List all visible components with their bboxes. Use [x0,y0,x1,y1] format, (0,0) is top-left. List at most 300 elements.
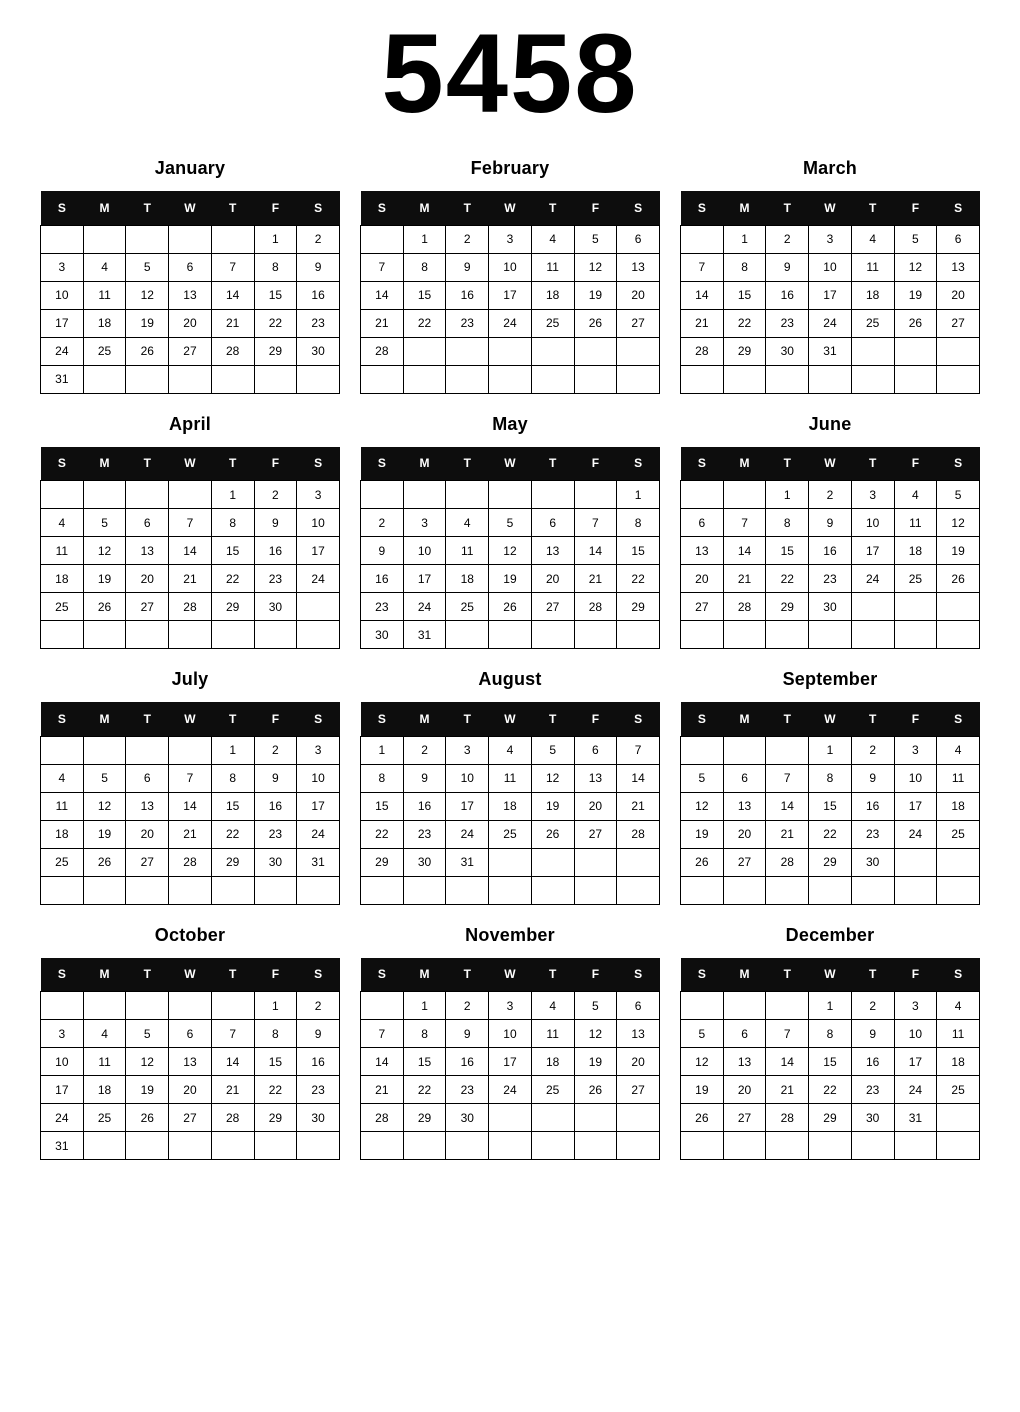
day-cell[interactable]: 25 [446,593,489,621]
day-cell[interactable]: 17 [851,537,894,565]
day-cell[interactable]: 31 [41,365,84,393]
day-cell[interactable]: 13 [681,537,724,565]
day-cell[interactable]: 7 [169,509,212,537]
day-cell[interactable]: 12 [681,1048,724,1076]
day-cell[interactable]: 1 [211,736,254,764]
day-cell[interactable]: 17 [41,1076,84,1104]
day-cell[interactable]: 14 [617,764,660,792]
day-cell[interactable]: 30 [766,337,809,365]
day-cell[interactable]: 31 [894,1104,937,1132]
day-cell[interactable]: 13 [126,537,169,565]
day-cell[interactable]: 3 [403,509,446,537]
day-cell[interactable]: 9 [297,1020,340,1048]
day-cell[interactable]: 8 [211,764,254,792]
day-cell[interactable]: 12 [937,509,980,537]
day-cell[interactable]: 9 [446,1020,489,1048]
day-cell[interactable]: 23 [851,1076,894,1104]
day-cell[interactable]: 8 [254,253,297,281]
day-cell[interactable]: 20 [681,565,724,593]
day-cell[interactable]: 14 [766,1048,809,1076]
day-cell[interactable]: 11 [83,281,126,309]
day-cell[interactable]: 17 [446,792,489,820]
day-cell[interactable]: 3 [894,736,937,764]
day-cell[interactable]: 1 [254,225,297,253]
day-cell[interactable]: 25 [41,848,84,876]
day-cell[interactable]: 5 [126,253,169,281]
day-cell[interactable]: 31 [41,1132,84,1160]
day-cell[interactable]: 23 [809,565,852,593]
day-cell[interactable]: 1 [723,225,766,253]
day-cell[interactable]: 8 [254,1020,297,1048]
day-cell[interactable]: 26 [574,309,617,337]
day-cell[interactable]: 23 [766,309,809,337]
day-cell[interactable]: 5 [83,509,126,537]
day-cell[interactable]: 27 [531,593,574,621]
day-cell[interactable]: 25 [83,1104,126,1132]
day-cell[interactable]: 20 [723,820,766,848]
day-cell[interactable]: 21 [766,820,809,848]
day-cell[interactable]: 4 [937,992,980,1020]
day-cell[interactable]: 4 [41,764,84,792]
day-cell[interactable]: 23 [297,1076,340,1104]
day-cell[interactable]: 17 [403,565,446,593]
day-cell[interactable]: 10 [894,1020,937,1048]
day-cell[interactable]: 9 [297,253,340,281]
day-cell[interactable]: 17 [489,281,532,309]
day-cell[interactable]: 23 [851,820,894,848]
day-cell[interactable]: 18 [851,281,894,309]
day-cell[interactable]: 23 [446,309,489,337]
day-cell[interactable]: 30 [403,848,446,876]
day-cell[interactable]: 18 [937,1048,980,1076]
day-cell[interactable]: 8 [403,1020,446,1048]
day-cell[interactable]: 19 [681,1076,724,1104]
day-cell[interactable]: 8 [211,509,254,537]
day-cell[interactable]: 13 [723,1048,766,1076]
day-cell[interactable]: 15 [403,281,446,309]
day-cell[interactable]: 10 [446,764,489,792]
day-cell[interactable]: 7 [361,1020,404,1048]
day-cell[interactable]: 15 [723,281,766,309]
day-cell[interactable]: 7 [766,764,809,792]
day-cell[interactable]: 23 [254,565,297,593]
day-cell[interactable]: 2 [361,509,404,537]
day-cell[interactable]: 11 [851,253,894,281]
day-cell[interactable]: 20 [169,309,212,337]
day-cell[interactable]: 4 [531,992,574,1020]
day-cell[interactable]: 2 [297,992,340,1020]
day-cell[interactable]: 20 [126,820,169,848]
day-cell[interactable]: 6 [617,992,660,1020]
day-cell[interactable]: 24 [41,1104,84,1132]
day-cell[interactable]: 19 [574,1048,617,1076]
day-cell[interactable]: 30 [297,337,340,365]
day-cell[interactable]: 8 [361,764,404,792]
day-cell[interactable]: 17 [894,1048,937,1076]
day-cell[interactable]: 29 [254,337,297,365]
day-cell[interactable]: 26 [126,337,169,365]
day-cell[interactable]: 14 [169,537,212,565]
day-cell[interactable]: 23 [446,1076,489,1104]
day-cell[interactable]: 1 [617,481,660,509]
day-cell[interactable]: 27 [574,820,617,848]
day-cell[interactable]: 6 [723,1020,766,1048]
day-cell[interactable]: 4 [83,253,126,281]
day-cell[interactable]: 11 [489,764,532,792]
day-cell[interactable]: 10 [41,1048,84,1076]
day-cell[interactable]: 19 [531,792,574,820]
day-cell[interactable]: 27 [937,309,980,337]
day-cell[interactable]: 21 [169,820,212,848]
day-cell[interactable]: 3 [41,1020,84,1048]
day-cell[interactable]: 18 [489,792,532,820]
day-cell[interactable]: 14 [723,537,766,565]
day-cell[interactable]: 2 [254,736,297,764]
day-cell[interactable]: 16 [403,792,446,820]
day-cell[interactable]: 2 [254,481,297,509]
day-cell[interactable]: 24 [894,1076,937,1104]
day-cell[interactable]: 18 [83,1076,126,1104]
day-cell[interactable]: 17 [41,309,84,337]
day-cell[interactable]: 26 [937,565,980,593]
day-cell[interactable]: 12 [83,537,126,565]
day-cell[interactable]: 4 [41,509,84,537]
day-cell[interactable]: 27 [681,593,724,621]
day-cell[interactable]: 8 [809,764,852,792]
day-cell[interactable]: 5 [681,764,724,792]
day-cell[interactable]: 15 [254,281,297,309]
day-cell[interactable]: 13 [169,1048,212,1076]
day-cell[interactable]: 29 [254,1104,297,1132]
day-cell[interactable]: 8 [766,509,809,537]
day-cell[interactable]: 25 [531,1076,574,1104]
day-cell[interactable]: 5 [894,225,937,253]
day-cell[interactable]: 8 [809,1020,852,1048]
day-cell[interactable]: 22 [361,820,404,848]
day-cell[interactable]: 18 [937,792,980,820]
day-cell[interactable]: 28 [723,593,766,621]
day-cell[interactable]: 14 [211,1048,254,1076]
day-cell[interactable]: 26 [126,1104,169,1132]
day-cell[interactable]: 22 [766,565,809,593]
day-cell[interactable]: 7 [723,509,766,537]
day-cell[interactable]: 19 [83,820,126,848]
day-cell[interactable]: 10 [297,509,340,537]
day-cell[interactable]: 17 [894,792,937,820]
day-cell[interactable]: 27 [169,337,212,365]
day-cell[interactable]: 14 [574,537,617,565]
day-cell[interactable]: 13 [169,281,212,309]
day-cell[interactable]: 23 [403,820,446,848]
day-cell[interactable]: 13 [617,253,660,281]
day-cell[interactable]: 19 [894,281,937,309]
day-cell[interactable]: 26 [83,593,126,621]
day-cell[interactable]: 9 [446,253,489,281]
day-cell[interactable]: 8 [723,253,766,281]
day-cell[interactable]: 20 [574,792,617,820]
day-cell[interactable]: 21 [574,565,617,593]
day-cell[interactable]: 18 [41,565,84,593]
day-cell[interactable]: 19 [126,1076,169,1104]
day-cell[interactable]: 29 [361,848,404,876]
day-cell[interactable]: 26 [681,848,724,876]
day-cell[interactable]: 16 [361,565,404,593]
day-cell[interactable]: 15 [211,792,254,820]
day-cell[interactable]: 16 [446,1048,489,1076]
day-cell[interactable]: 16 [297,281,340,309]
day-cell[interactable]: 24 [41,337,84,365]
day-cell[interactable]: 20 [937,281,980,309]
day-cell[interactable]: 13 [617,1020,660,1048]
day-cell[interactable]: 26 [894,309,937,337]
day-cell[interactable]: 29 [403,1104,446,1132]
day-cell[interactable]: 22 [254,1076,297,1104]
day-cell[interactable]: 31 [446,848,489,876]
day-cell[interactable]: 15 [617,537,660,565]
day-cell[interactable]: 8 [403,253,446,281]
day-cell[interactable]: 31 [809,337,852,365]
day-cell[interactable]: 16 [254,792,297,820]
day-cell[interactable]: 9 [766,253,809,281]
day-cell[interactable]: 6 [169,1020,212,1048]
day-cell[interactable]: 8 [617,509,660,537]
day-cell[interactable]: 10 [809,253,852,281]
day-cell[interactable]: 3 [489,225,532,253]
day-cell[interactable]: 19 [574,281,617,309]
day-cell[interactable]: 22 [211,820,254,848]
day-cell[interactable]: 22 [254,309,297,337]
day-cell[interactable]: 20 [617,1048,660,1076]
day-cell[interactable]: 22 [809,820,852,848]
day-cell[interactable]: 1 [766,481,809,509]
day-cell[interactable]: 2 [403,736,446,764]
day-cell[interactable]: 11 [937,764,980,792]
day-cell[interactable]: 22 [211,565,254,593]
day-cell[interactable]: 22 [403,1076,446,1104]
day-cell[interactable]: 10 [297,764,340,792]
day-cell[interactable]: 28 [211,1104,254,1132]
day-cell[interactable]: 12 [83,792,126,820]
day-cell[interactable]: 11 [41,537,84,565]
day-cell[interactable]: 4 [446,509,489,537]
day-cell[interactable]: 30 [851,848,894,876]
day-cell[interactable]: 29 [723,337,766,365]
day-cell[interactable]: 27 [617,309,660,337]
day-cell[interactable]: 28 [211,337,254,365]
day-cell[interactable]: 6 [574,736,617,764]
day-cell[interactable]: 27 [617,1076,660,1104]
day-cell[interactable]: 6 [169,253,212,281]
day-cell[interactable]: 21 [361,1076,404,1104]
day-cell[interactable]: 5 [937,481,980,509]
day-cell[interactable]: 20 [126,565,169,593]
day-cell[interactable]: 14 [681,281,724,309]
day-cell[interactable]: 25 [489,820,532,848]
day-cell[interactable]: 18 [83,309,126,337]
day-cell[interactable]: 11 [531,253,574,281]
day-cell[interactable]: 17 [809,281,852,309]
day-cell[interactable]: 30 [361,621,404,649]
day-cell[interactable]: 14 [766,792,809,820]
day-cell[interactable]: 23 [297,309,340,337]
day-cell[interactable]: 4 [851,225,894,253]
day-cell[interactable]: 28 [617,820,660,848]
day-cell[interactable]: 15 [403,1048,446,1076]
day-cell[interactable]: 25 [41,593,84,621]
day-cell[interactable]: 14 [169,792,212,820]
day-cell[interactable]: 24 [403,593,446,621]
day-cell[interactable]: 23 [361,593,404,621]
day-cell[interactable]: 26 [489,593,532,621]
day-cell[interactable]: 7 [211,1020,254,1048]
day-cell[interactable]: 11 [531,1020,574,1048]
day-cell[interactable]: 25 [937,820,980,848]
day-cell[interactable]: 6 [126,509,169,537]
day-cell[interactable]: 27 [723,1104,766,1132]
day-cell[interactable]: 10 [41,281,84,309]
day-cell[interactable]: 7 [617,736,660,764]
day-cell[interactable]: 16 [446,281,489,309]
day-cell[interactable]: 24 [851,565,894,593]
day-cell[interactable]: 13 [723,792,766,820]
day-cell[interactable]: 20 [617,281,660,309]
day-cell[interactable]: 20 [531,565,574,593]
day-cell[interactable]: 21 [169,565,212,593]
day-cell[interactable]: 17 [297,537,340,565]
day-cell[interactable]: 2 [446,992,489,1020]
day-cell[interactable]: 6 [126,764,169,792]
day-cell[interactable]: 25 [894,565,937,593]
day-cell[interactable]: 29 [211,593,254,621]
day-cell[interactable]: 18 [446,565,489,593]
day-cell[interactable]: 19 [681,820,724,848]
day-cell[interactable]: 13 [126,792,169,820]
day-cell[interactable]: 12 [126,281,169,309]
day-cell[interactable]: 6 [681,509,724,537]
day-cell[interactable]: 5 [531,736,574,764]
day-cell[interactable]: 11 [446,537,489,565]
day-cell[interactable]: 26 [574,1076,617,1104]
day-cell[interactable]: 18 [531,1048,574,1076]
day-cell[interactable]: 20 [169,1076,212,1104]
day-cell[interactable]: 7 [766,1020,809,1048]
day-cell[interactable]: 1 [809,736,852,764]
day-cell[interactable]: 4 [894,481,937,509]
day-cell[interactable]: 9 [254,509,297,537]
day-cell[interactable]: 7 [361,253,404,281]
day-cell[interactable]: 4 [531,225,574,253]
day-cell[interactable]: 28 [169,593,212,621]
day-cell[interactable]: 30 [446,1104,489,1132]
day-cell[interactable]: 22 [723,309,766,337]
day-cell[interactable]: 10 [403,537,446,565]
day-cell[interactable]: 30 [254,593,297,621]
day-cell[interactable]: 16 [851,1048,894,1076]
day-cell[interactable]: 26 [83,848,126,876]
day-cell[interactable]: 30 [297,1104,340,1132]
day-cell[interactable]: 31 [403,621,446,649]
day-cell[interactable]: 19 [126,309,169,337]
day-cell[interactable]: 12 [574,1020,617,1048]
day-cell[interactable]: 29 [809,1104,852,1132]
day-cell[interactable]: 28 [681,337,724,365]
day-cell[interactable]: 29 [766,593,809,621]
day-cell[interactable]: 1 [361,736,404,764]
day-cell[interactable]: 9 [851,764,894,792]
day-cell[interactable]: 22 [809,1076,852,1104]
day-cell[interactable]: 12 [894,253,937,281]
day-cell[interactable]: 4 [937,736,980,764]
day-cell[interactable]: 16 [851,792,894,820]
day-cell[interactable]: 7 [211,253,254,281]
day-cell[interactable]: 9 [361,537,404,565]
day-cell[interactable]: 3 [809,225,852,253]
day-cell[interactable]: 3 [297,736,340,764]
day-cell[interactable]: 27 [126,848,169,876]
day-cell[interactable]: 1 [403,225,446,253]
day-cell[interactable]: 21 [211,1076,254,1104]
day-cell[interactable]: 17 [489,1048,532,1076]
day-cell[interactable]: 16 [809,537,852,565]
day-cell[interactable]: 1 [809,992,852,1020]
day-cell[interactable]: 21 [211,309,254,337]
day-cell[interactable]: 2 [446,225,489,253]
day-cell[interactable]: 2 [851,736,894,764]
day-cell[interactable]: 19 [83,565,126,593]
day-cell[interactable]: 6 [531,509,574,537]
day-cell[interactable]: 10 [489,1020,532,1048]
day-cell[interactable]: 2 [851,992,894,1020]
day-cell[interactable]: 25 [531,309,574,337]
day-cell[interactable]: 26 [681,1104,724,1132]
day-cell[interactable]: 7 [681,253,724,281]
day-cell[interactable]: 14 [211,281,254,309]
day-cell[interactable]: 14 [361,281,404,309]
day-cell[interactable]: 13 [574,764,617,792]
day-cell[interactable]: 3 [489,992,532,1020]
day-cell[interactable]: 18 [531,281,574,309]
day-cell[interactable]: 14 [361,1048,404,1076]
day-cell[interactable]: 29 [211,848,254,876]
day-cell[interactable]: 7 [574,509,617,537]
day-cell[interactable]: 26 [531,820,574,848]
day-cell[interactable]: 27 [723,848,766,876]
day-cell[interactable]: 5 [126,1020,169,1048]
day-cell[interactable]: 28 [766,848,809,876]
day-cell[interactable]: 11 [83,1048,126,1076]
day-cell[interactable]: 29 [617,593,660,621]
day-cell[interactable]: 28 [766,1104,809,1132]
day-cell[interactable]: 20 [723,1076,766,1104]
day-cell[interactable]: 28 [574,593,617,621]
day-cell[interactable]: 11 [937,1020,980,1048]
day-cell[interactable]: 13 [937,253,980,281]
day-cell[interactable]: 15 [766,537,809,565]
day-cell[interactable]: 11 [894,509,937,537]
day-cell[interactable]: 28 [361,1104,404,1132]
day-cell[interactable]: 5 [83,764,126,792]
day-cell[interactable]: 12 [531,764,574,792]
day-cell[interactable]: 6 [937,225,980,253]
day-cell[interactable]: 28 [361,337,404,365]
day-cell[interactable]: 5 [574,225,617,253]
day-cell[interactable]: 10 [894,764,937,792]
day-cell[interactable]: 16 [297,1048,340,1076]
day-cell[interactable]: 28 [169,848,212,876]
day-cell[interactable]: 15 [254,1048,297,1076]
day-cell[interactable]: 23 [254,820,297,848]
day-cell[interactable]: 7 [169,764,212,792]
